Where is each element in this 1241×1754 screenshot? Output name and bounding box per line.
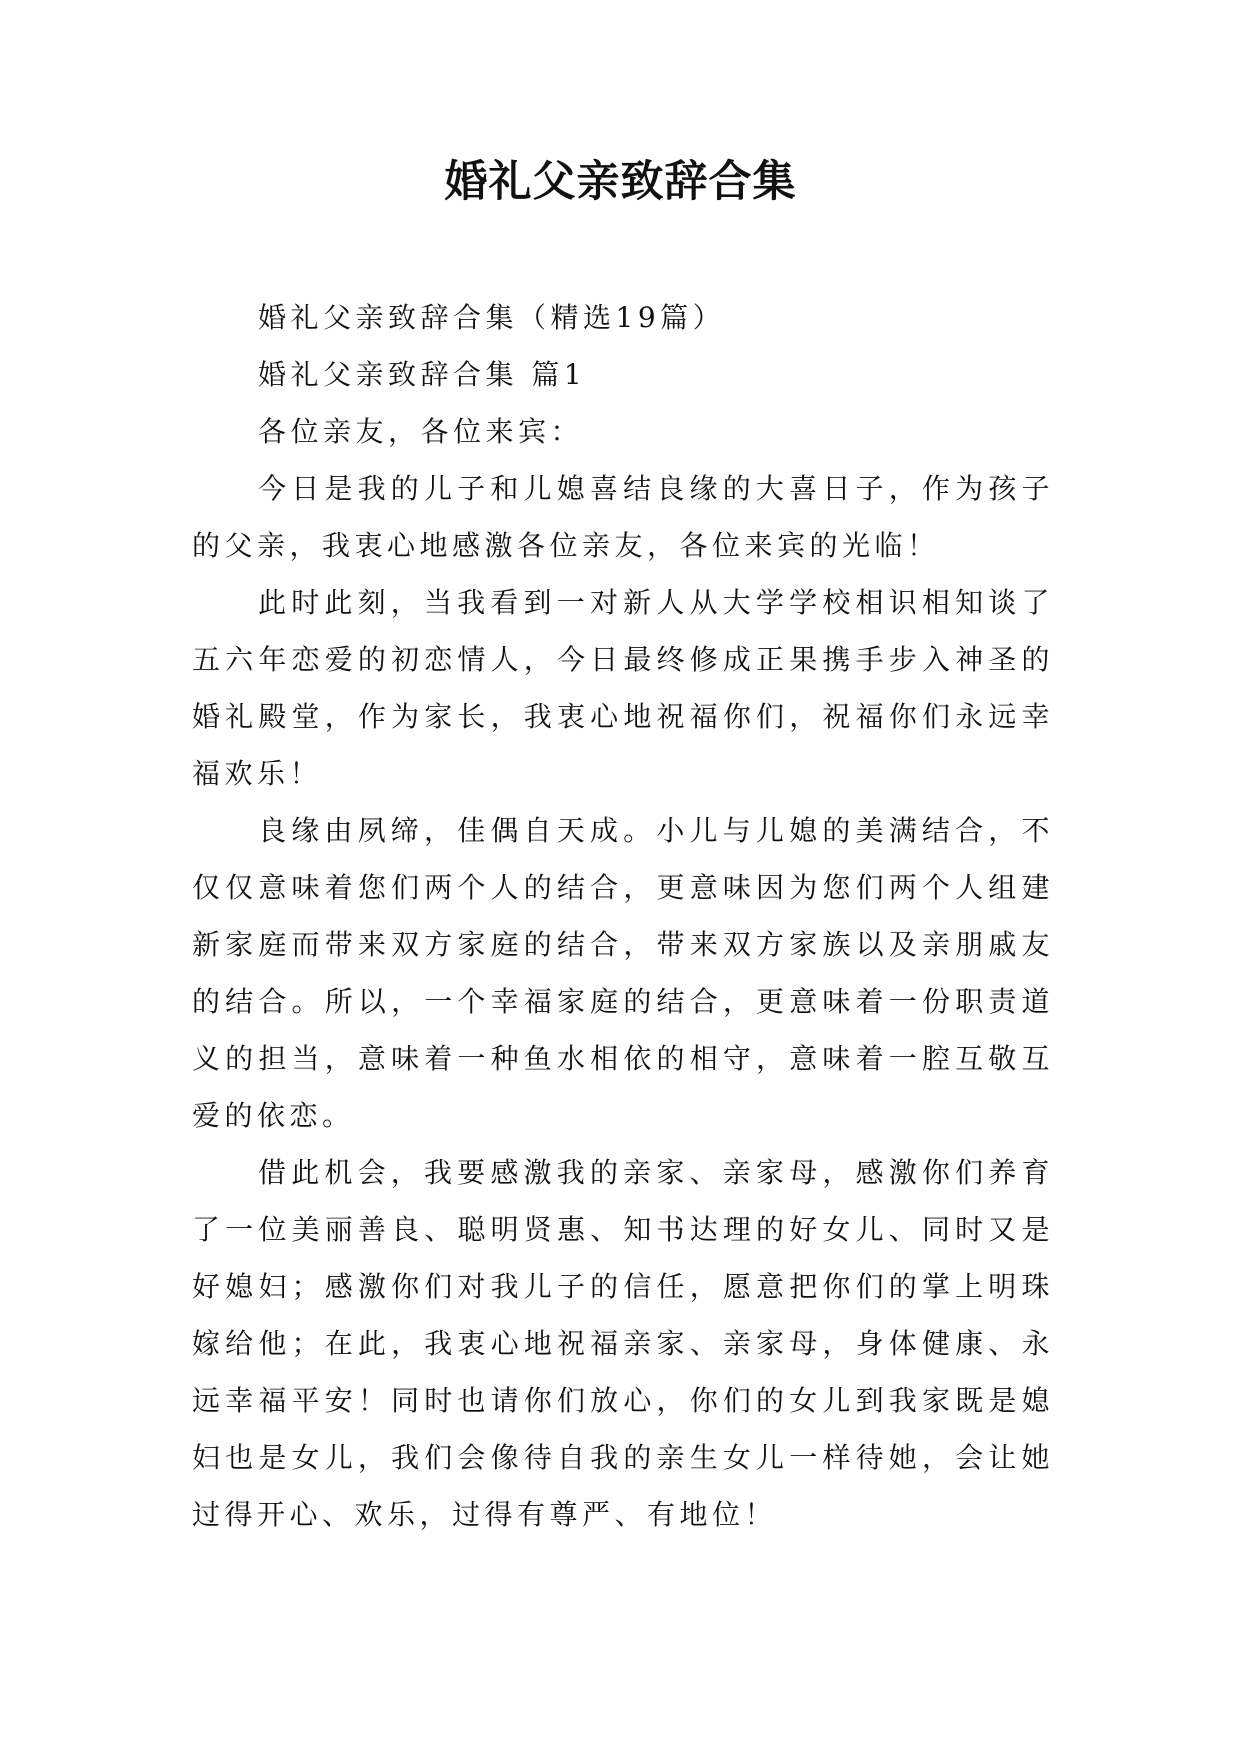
body-paragraph: 此时此刻，当我看到一对新人从大学学校相识相知谈了五六年恋爱的初恋情人，今日最终修成正果携手步入神圣的婚礼殿堂，作为家长，我衷心地祝福你们，祝福你们永远幸福欢乐！ (192, 586, 1054, 790)
section-heading: 婚礼父亲致辞合集 篇1 (258, 358, 587, 391)
document-title: 婚礼父亲致辞合集 (444, 157, 797, 207)
document-body (192, 289, 1054, 1543)
body-paragraph: 借此机会，我要感激我的亲家、亲家母，感激你们养育了一位美丽善良、聪明贤惠、知书达理的好女儿、同时又是好媳妇；感激你们对我儿子的信任，愿意把你们的掌上明珠嫁给他；在此，我衷心地祝福亲家、亲家母，身体健康、永远幸福平安！同时也请你们放心，你们的女儿到我家既是媳妇也是女儿，我们会像待自我的亲生女儿一样待她，会让她过得开心、欢乐，过得有尊严、有地位！ (192, 1156, 1054, 1531)
body-paragraph: 今日是我的儿子和儿媳喜结良缘的大喜日子，作为孩子的父亲，我衷心地感激各位亲友，各位来宾的光临！ (192, 472, 1054, 562)
body-paragraph: 良缘由夙缔，佳偶自天成。小儿与儿媳的美满结合，不仅仅意味着您们两个人的结合，更意味因为您们两个人组建新家庭而带来双方家庭的结合，带来双方家族以及亲朋戚友的结合。所以，一个幸福家庭的结合，更意味着一份职责道义的担当，意味着一种鱼水相依的相守，意味着一腔互敬互爱的依恋。 (192, 814, 1054, 1132)
salutation-paragraph: 各位亲友，各位来宾： (258, 415, 584, 448)
document-subtitle: 婚礼父亲致辞合集（精选19篇） (258, 301, 726, 334)
